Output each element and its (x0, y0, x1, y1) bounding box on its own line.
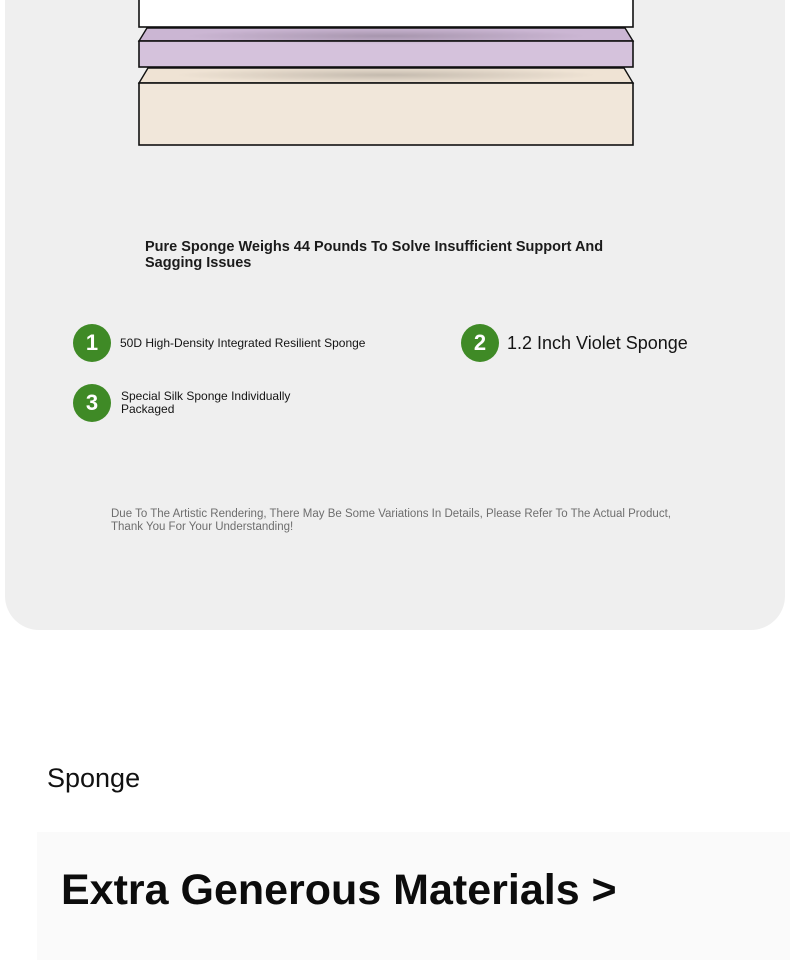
disclaimer-note: Due To The Artistic Rendering, There May Be Some Variations In Details, Please Refer To The Actual Product, Thank You For Your Understanding! (111, 508, 671, 533)
violet-layer (139, 41, 633, 67)
product-caption: Pure Sponge Weighs 44 Pounds To Solve Insufficient Support And Sagging Issues (145, 239, 604, 271)
base-layer-shadow (176, 67, 596, 83)
feature-number-badge: 3 (73, 384, 111, 422)
feature-item-2 (461, 324, 688, 362)
materials-headline-link[interactable]: Extra Generous Materials > (61, 866, 617, 914)
feature-label: 50D High-Density Integrated Resilient Sponge (120, 336, 366, 350)
feature-item-3 (73, 384, 311, 422)
section-label: Sponge (47, 763, 141, 793)
violet-layer-shadow (186, 28, 586, 44)
feature-label: 1.2 Inch Violet Sponge (507, 332, 688, 353)
base-layer (139, 83, 633, 145)
feature-number-badge: 2 (461, 324, 499, 362)
feature-label: Special Silk Sponge Individually Packaged (121, 389, 291, 416)
feature-number-badge: 1 (73, 324, 111, 362)
mattress-layers-illustration (0, 0, 790, 160)
feature-item-1 (73, 324, 390, 362)
top-white-layer (139, 0, 633, 27)
